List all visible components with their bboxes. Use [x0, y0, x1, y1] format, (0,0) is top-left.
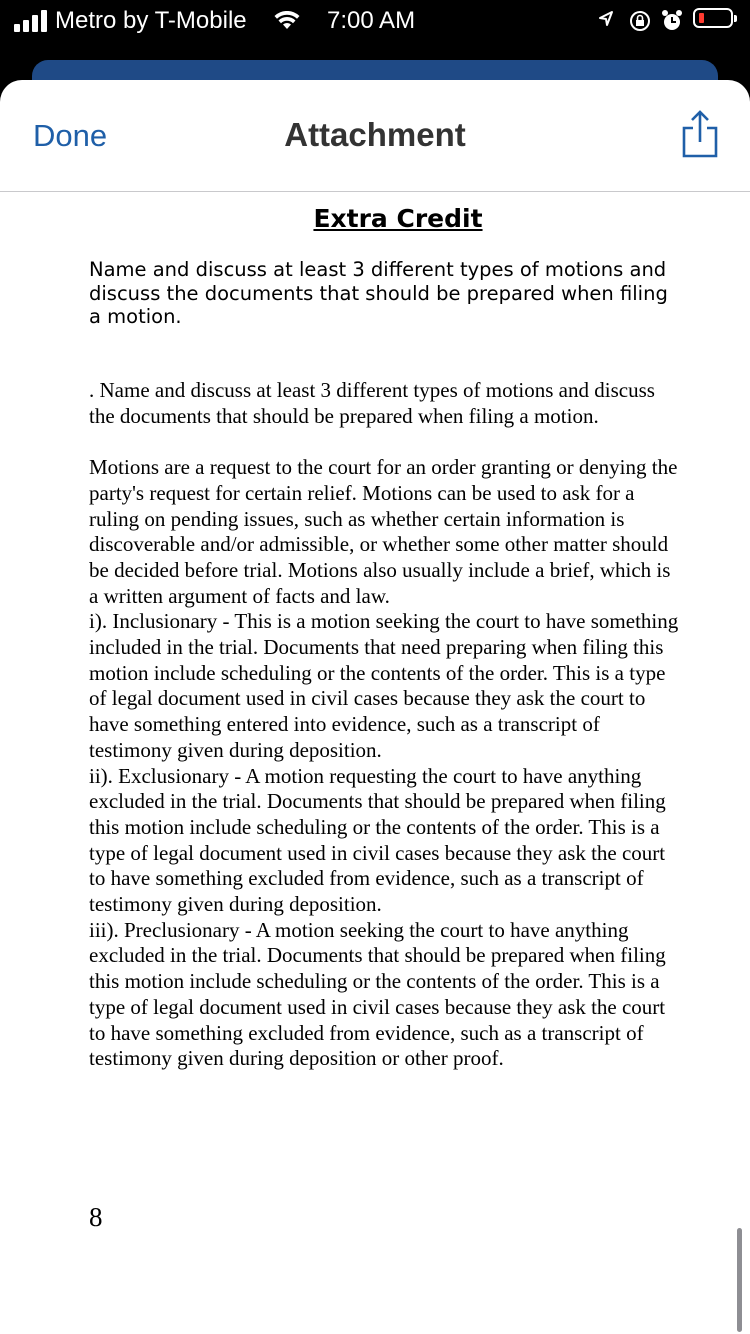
paragraph-inclusionary: i). Inclusionary - This is a motion seeking the court to have something included in the trial. Documents that need preparing when filing this motion include scheduling or the contents of the order. This is a type of legal document used in civil cases because they ask the court to have something entered into evidence, such as a transcript of testimony given during deposition. — [89, 609, 679, 762]
document-heading: Extra Credit — [313, 204, 483, 233]
navigation-bar — [0, 80, 750, 192]
paragraph-question: . Name and discuss at least 3 different types of motions and discuss the documents that should be prepared when filing a motion. — [89, 378, 655, 428]
location-lock-alarm-icons — [596, 8, 684, 34]
paragraph-exclusionary: ii). Exclusionary - A motion requesting the court to have anything excluded in the trial. Documents that should be prepared when filing this motion include scheduling or the contents of the order. This is a type of legal document used in civil cases because they ask the court to have something excluded from evidence, such as a transcript of testimony given during deposition. — [89, 763, 666, 917]
wifi-icon — [274, 11, 300, 31]
clock-time: 7:00 AM — [327, 7, 416, 34]
battery-icon — [693, 8, 733, 28]
paragraph-preclusionary: iii). Preclusionary - A motion seeking the court to have anything excluded in the trial. Documents that should be prepared when filing this motion include scheduling or the contents of the order. This is a type of legal document used in civil cases because they ask the court to have something excluded from evidence, such as a transcript of testimony given during deposition or other proof. — [89, 917, 666, 1071]
paragraph-intro: Motions are a request to the court for an order granting or denying the party's request for certain relief. Motions can be used to ask for a ruling on pending issues, such as whether certain information is discoverable and/or admissible, or whether some other matter should be decided before trial. Motions also usually include a brief, which is a written argument of facts and law. — [89, 455, 678, 608]
assignment-prompt: Name and discuss at least 3 different types of motions and discuss the documents that should be prepared when filing a motion. — [89, 258, 668, 328]
done-button[interactable]: Done — [33, 118, 108, 153]
carrier-name: Metro by T-Mobile — [55, 7, 247, 34]
scroll-indicator[interactable] — [737, 1228, 742, 1332]
status-bar — [0, 0, 750, 44]
page-title: Attachment — [284, 116, 466, 153]
signal-strength-icon — [14, 10, 50, 32]
attachment-sheet — [0, 80, 750, 1334]
share-icon[interactable] — [680, 108, 720, 160]
page-number: 8 — [89, 1202, 103, 1232]
document-body — [89, 378, 679, 1072]
